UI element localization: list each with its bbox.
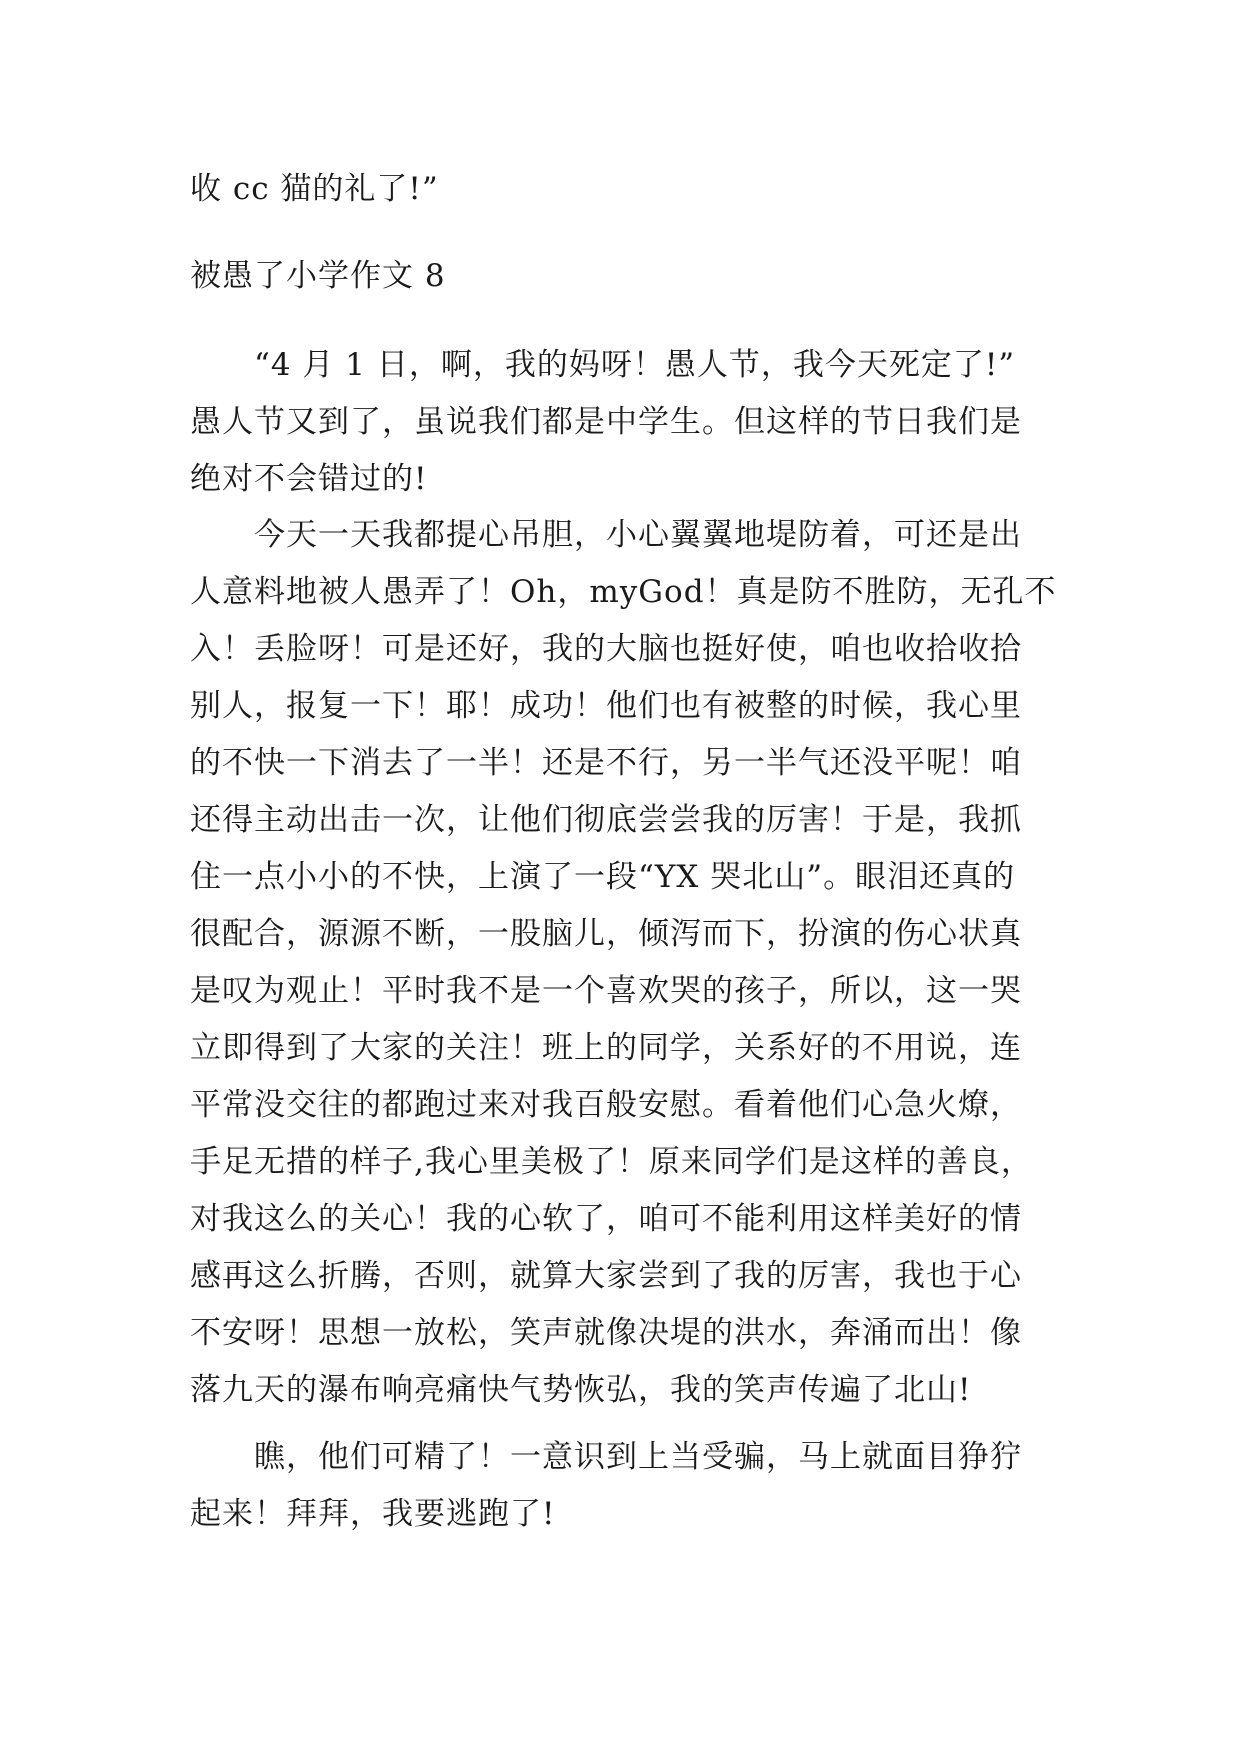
paragraph-line: 今天一天我都提心吊胆，小心翼翼地堤防着，可还是出	[190, 517, 1022, 553]
paragraph-line: 平常没交往的都跑过来对我百般安慰。看着他们心急火燎，	[190, 1087, 1022, 1123]
paragraph-line: 入！丢脸呀！可是还好，我的大脑也挺好使，咱也收拾收拾	[190, 631, 1022, 667]
paragraph-line: 人意料地被人愚弄了！Oh，myGod！真是防不胜防，无孔不	[190, 574, 1057, 610]
paragraph-1	[190, 337, 1070, 508]
paragraph-line: 起来！拜拜，我要逃跑了!	[190, 1496, 556, 1532]
paragraph-line: 还得主动出击一次，让他们彻底尝尝我的厉害！于是，我抓	[190, 802, 1022, 838]
paragraph-line: 绝对不会错过的!	[190, 461, 428, 497]
paragraph-line: 落九天的瀑布响亮痛快气势恢弘，我的笑声传遍了北山!	[190, 1372, 972, 1408]
paragraph-line: 是叹为观止！平时我不是一个喜欢哭的孩子，所以，这一哭	[190, 973, 1022, 1009]
paragraph-line: 立即得到了大家的关注！班上的同学，关系好的不用说，连	[190, 1030, 1022, 1066]
section-title: 被愚了小学作文 8	[190, 258, 446, 294]
paragraph-line: 很配合，源源不断，一股脑儿，倾泻而下，扮演的伤心状真	[190, 916, 1022, 952]
paragraph-line: 住一点小小的不快，上演了一段“YX 哭北山”。眼泪还真的	[190, 859, 1016, 895]
paragraph-line: 愚人节又到了，虽说我们都是中学生。但这样的节日我们是	[190, 404, 1022, 440]
paragraph-line: 的不快一下消去了一半！还是不行，另一半气还没平呢！咱	[190, 745, 1022, 781]
paragraph-line: 不安呀！思想一放松，笑声就像决堤的洪水，奔涌而出！像	[190, 1315, 1022, 1351]
paragraph-line: 对我这么的关心！我的心软了，咱可不能利用这样美好的情	[190, 1201, 1022, 1237]
paragraph-3	[190, 1429, 1070, 1543]
paragraph-line: 手足无措的样子,我心里美极了！原来同学们是这样的善良，	[190, 1144, 1033, 1180]
continuation-text: 收 cc 猫的礼了!”	[190, 171, 439, 207]
paragraph-line: 感再这么折腾，否则，就算大家尝到了我的厉害，我也于心	[190, 1258, 1022, 1294]
paragraph-line: 瞧，他们可精了！一意识到上当受骗，马上就面目狰狞	[190, 1439, 1022, 1475]
paragraph-line: “4 月 1 日，啊，我的妈呀！愚人节，我今天死定了!”	[190, 347, 1016, 383]
paragraph-line: 别人，报复一下！耶！成功！他们也有被整的时候，我心里	[190, 688, 1022, 724]
paragraph-2	[190, 507, 1070, 1419]
